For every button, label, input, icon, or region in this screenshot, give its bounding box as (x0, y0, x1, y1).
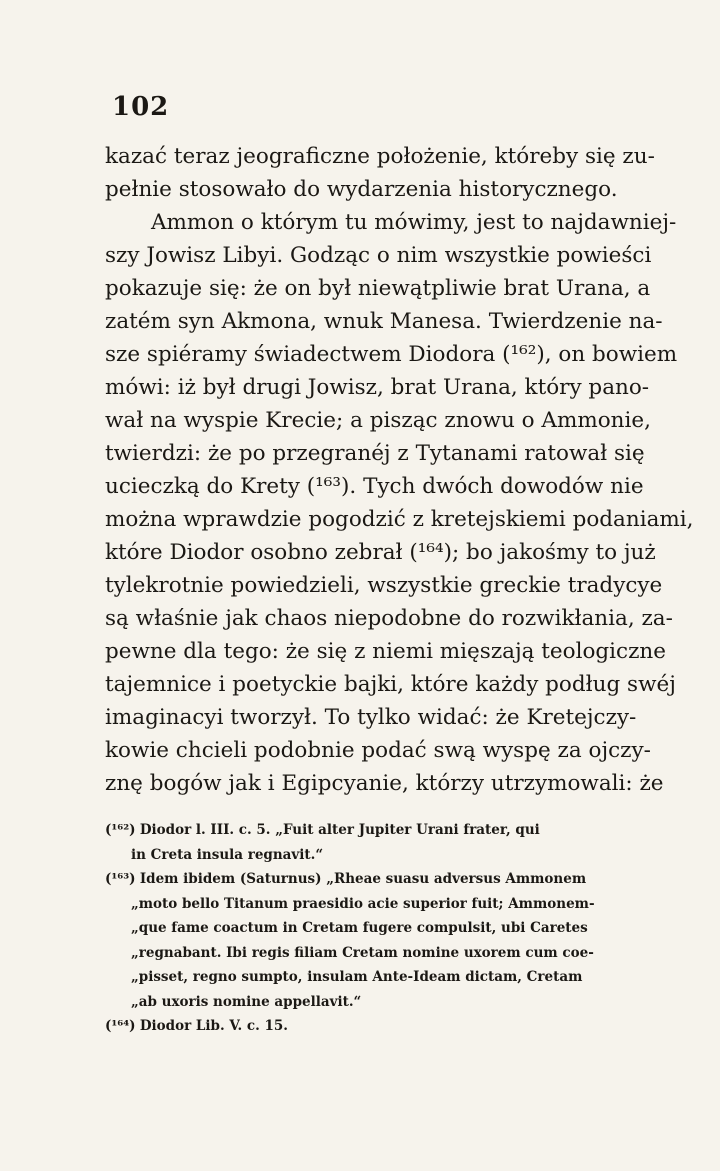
text-line: są właśnie jak chaos niepodobne do rozwikłania, za- (105, 606, 673, 631)
text-line: Ammon o którym tu mówimy, jest to najdawniej- (151, 210, 677, 235)
text-line: imaginacyi tworzył. To tylko widać: że Kretejczy- (105, 705, 637, 730)
footnote-text: „pisset, regno sumpto, insulam Ante-Ideam dictam, Cretam (131, 969, 583, 985)
footnote-text: „ab uxoris nomine appellavit.“ (131, 993, 362, 1010)
footnote-text: Diodor l. III. c. 5. „Fuit alter Jupiter Urani frater, qui (139, 822, 540, 838)
text-line: tajemnice i poetyckie bajki, które każdy podług swéj (105, 672, 676, 697)
text-line: tylekrotnie powiedzieli, wszystkie greckie tradycye (105, 573, 663, 598)
footnote (105, 1014, 635, 1039)
footnote-marker: (¹⁶²) (105, 822, 136, 838)
footnote (105, 818, 635, 867)
footnote-text: Idem ibidem (Saturnus) „Rheae suasu adversus Ammonem (139, 871, 587, 887)
main-text (105, 140, 694, 800)
footnote (105, 867, 635, 1014)
text-line: kowie chcieli podobnie podać swą wyspę za ojczy- (105, 738, 651, 763)
text-line: wał na wyspie Krecie; a pisząc znowu o Ammonie, (105, 408, 651, 433)
footnotes (105, 818, 635, 1039)
text-line: pewne dla tego: że się z niemi mięszają teologiczne (105, 639, 666, 664)
text-line: pokazuje się: że on był niewątpliwie brat Urana, a (105, 276, 651, 301)
page-number: 102 (112, 92, 170, 122)
text-line: zatém syn Akmona, wnuk Manesa. Twierdzenie na- (105, 309, 663, 334)
footnote-marker: (¹⁶⁴) (105, 1018, 136, 1034)
text-line: znę bogów jak i Egipcyanie, którzy utrzymowali: że (105, 771, 664, 796)
text-line: można wprawdzie pogodzić z kretejskiemi podaniami, (105, 507, 694, 532)
text-line: które Diodor osobno zebrał (¹⁶⁴); bo jakośmy to już (105, 540, 656, 565)
footnote-text: „moto bello Titanum praesidio acie superior fuit; Ammonem- (131, 895, 595, 912)
text-line: ucieczką do Krety (¹⁶³). Tych dwóch dowodów nie (105, 474, 644, 499)
text-line: twierdzi: że po przegranéj z Tytanami ratował się (105, 441, 645, 466)
footnote-text: Diodor Lib. V. c. 15. (139, 1018, 288, 1034)
text-line: sze spiéramy świadectwem Diodora (¹⁶²), on bowiem (105, 342, 678, 367)
text-line: pełnie stosowało do wydarzenia historycznego. (105, 177, 618, 202)
footnote-marker: (¹⁶³) (105, 871, 136, 887)
footnote-text: „que fame coactum in Cretam fugere compulsit, ubi Caretes (131, 920, 588, 936)
text-line: kazać teraz jeograficzne położenie, któreby się zu- (105, 144, 655, 169)
footnote-text: „regnabant. Ibi regis filiam Cretam nomine uxorem cum coe- (131, 944, 594, 961)
footnote-text: in Creta insula regnavit.“ (131, 846, 324, 863)
text-line: mówi: iż był drugi Jowisz, brat Urana, który pano- (105, 375, 650, 400)
text-line: szy Jowisz Libyi. Godząc o nim wszystkie powieści (105, 243, 652, 268)
